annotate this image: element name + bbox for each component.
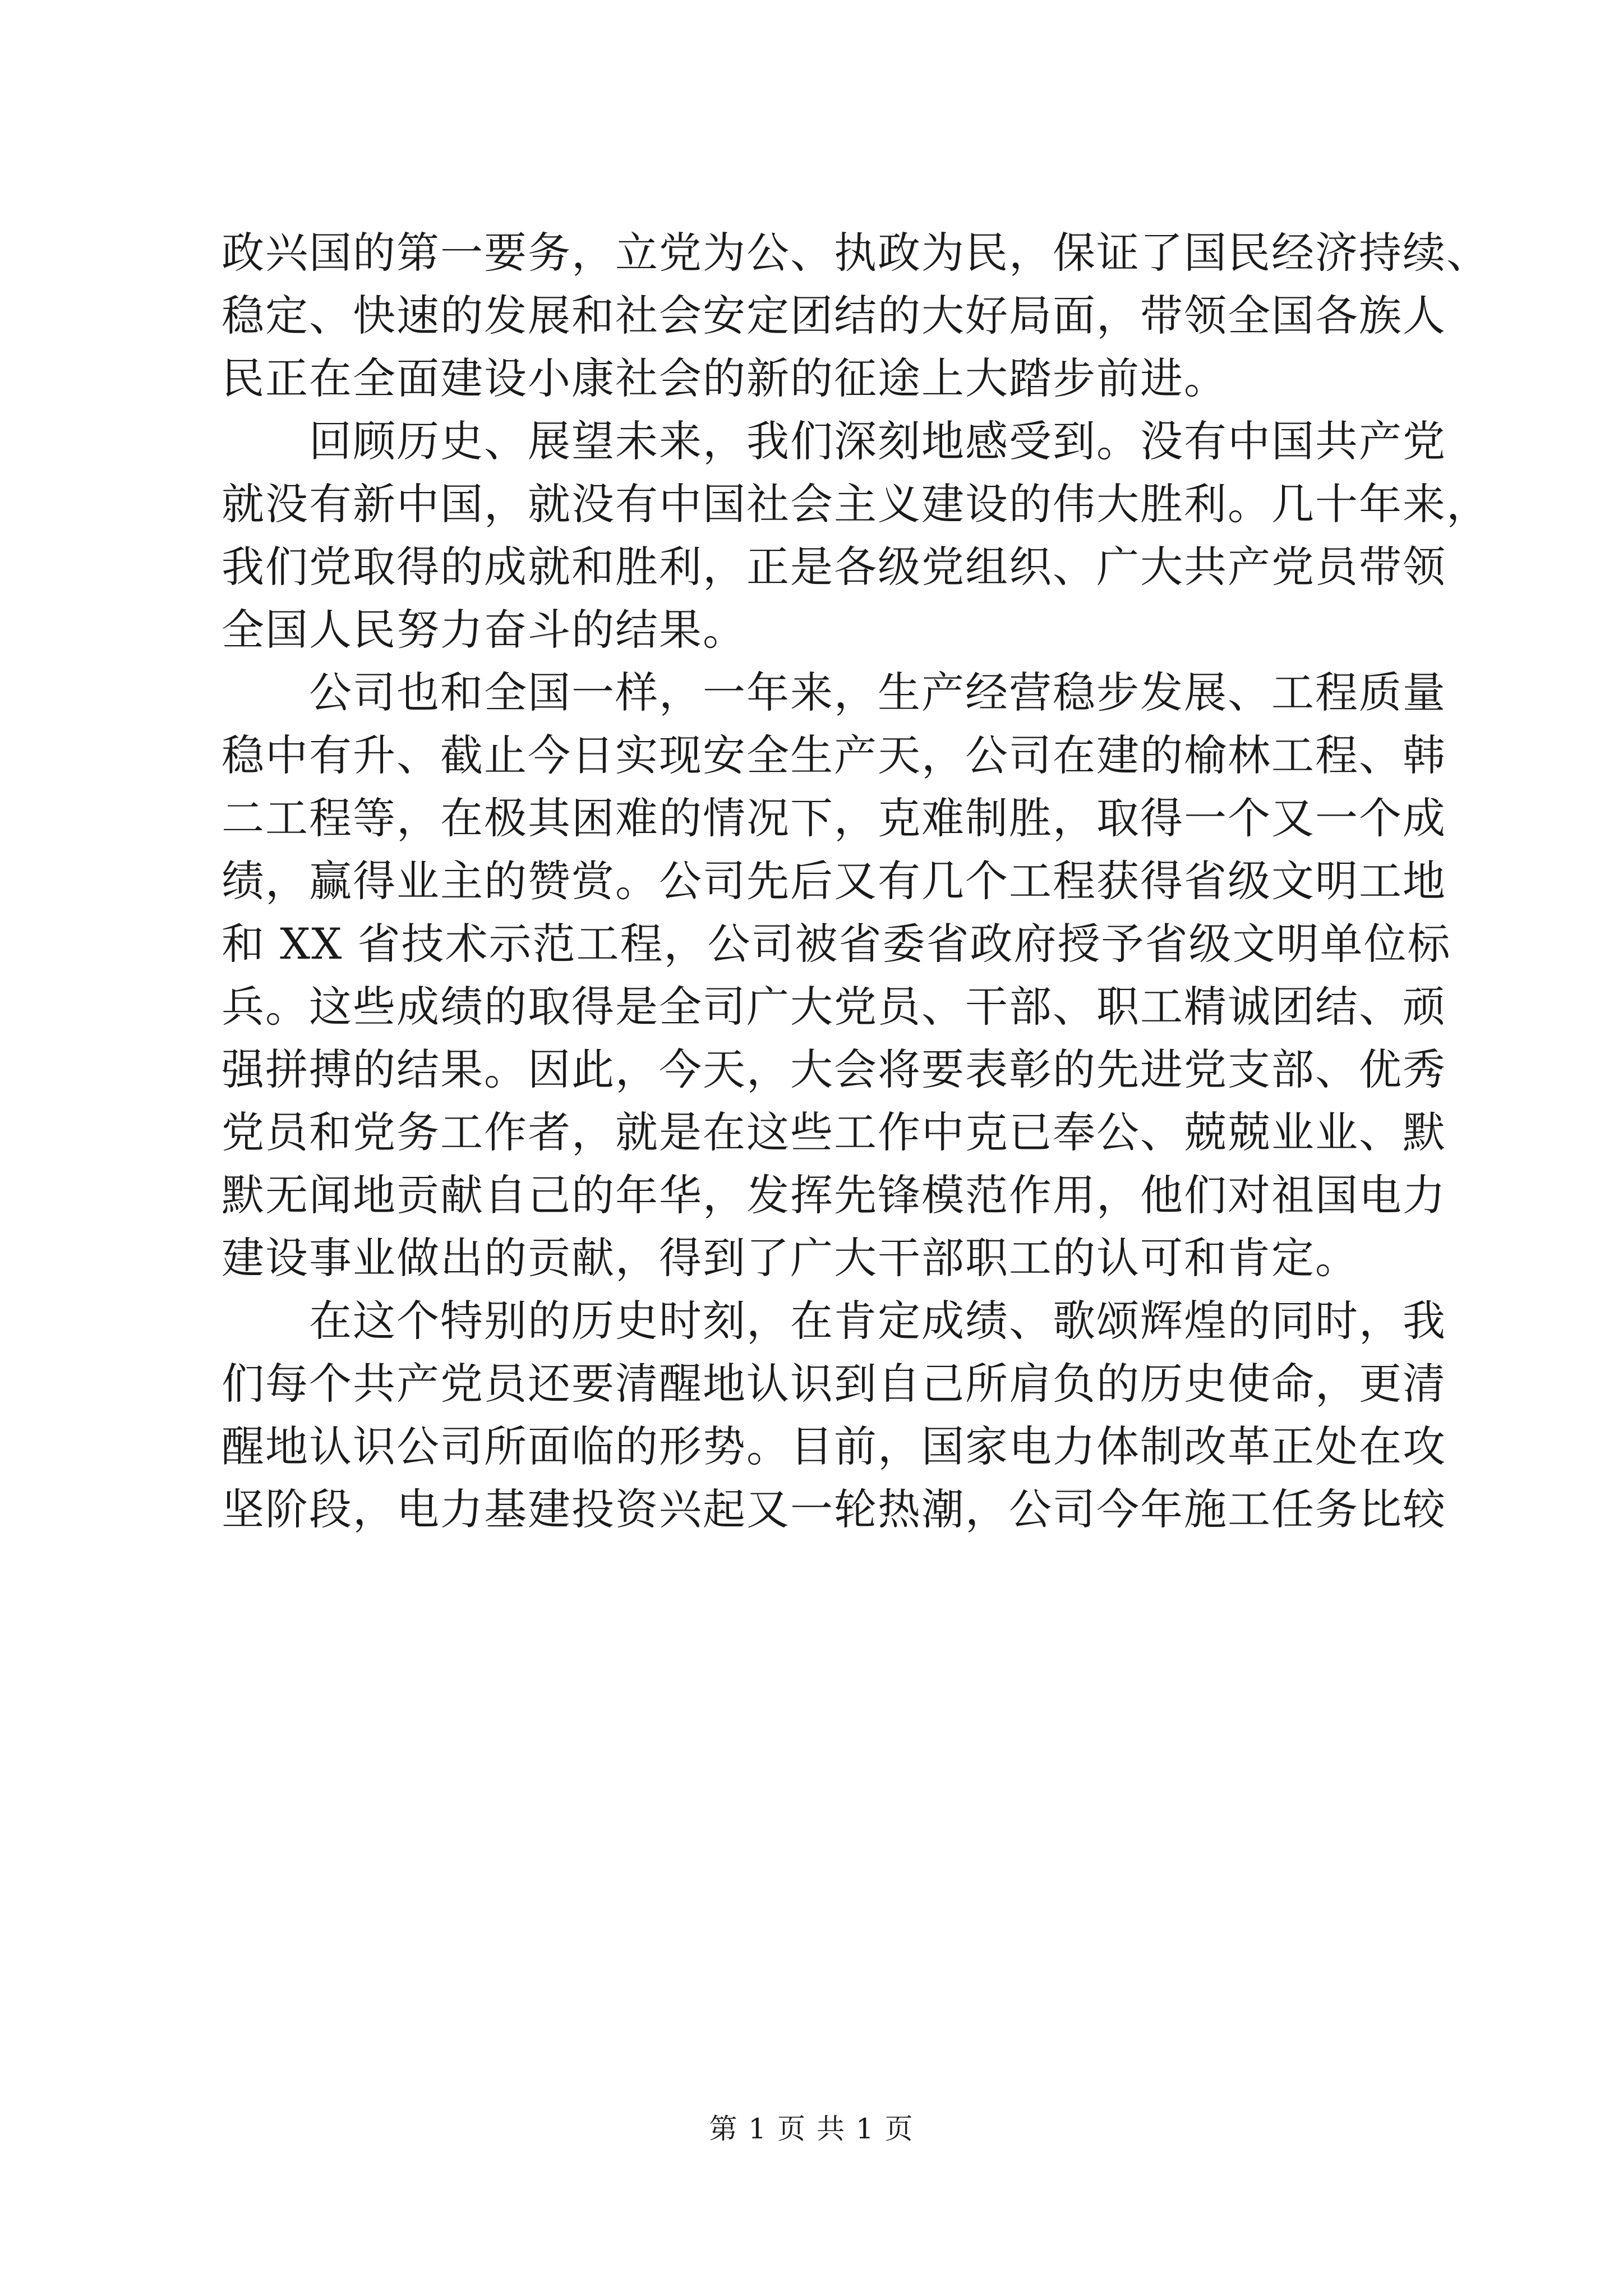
text-line: 建设事业做出的贡献，得到了广大干部职工的认可和肯定。	[222, 1233, 1359, 1283]
text-line: 坚阶段，电力基建投资兴起又一轮热潮，公司今年施工任务比较	[222, 1484, 1446, 1534]
text-line: 公司也和全国一样，一年来，生产经营稳步发展、工程质量	[222, 668, 1446, 717]
text-line: 强拼搏的结果。因此，今天，大会将要表彰的先进党支部、优秀	[222, 1045, 1446, 1094]
page-number: 第 1 页 共 1 页	[709, 2113, 914, 2145]
text-line: 和 XX 省技术示范工程，公司被省委省政府授予省级文明单位标	[222, 919, 1451, 969]
text-line: 政兴国的第一要务，立党为公、执政为民，保证了国民经济持续、	[222, 228, 1490, 278]
text-line: 稳中有升、截止今日实现安全生产天，公司在建的榆林工程、韩	[222, 730, 1446, 780]
text-line: 兵。这些成绩的取得是全司广大党员、干部、职工精诚团结、顽	[222, 982, 1446, 1032]
text-line: 绩，赢得业主的赞赏。公司先后又有几个工程获得省级文明工地	[222, 856, 1446, 906]
text-line: 在这个特别的历史时刻，在肯定成绩、歌颂辉煌的同时，我	[222, 1296, 1446, 1346]
text-line: 醒地认识公司所面临的形势。目前，国家电力体制改革正处在攻	[222, 1421, 1446, 1471]
text-line: 回顾历史、展望未来，我们深刻地感受到。没有中国共产党	[222, 416, 1446, 466]
document-body	[222, 222, 1490, 1541]
text-line: 全国人民努力奋斗的结果。	[222, 605, 746, 655]
text-line: 党员和党务工作者，就是在这些工作中克已奉公、兢兢业业、默	[222, 1107, 1446, 1157]
text-line: 我们党取得的成就和胜利，正是各级党组织、广大共产党员带领	[222, 542, 1446, 592]
text-line: 就没有新中国，就没有中国社会主义建设的伟大胜利。几十年来，	[222, 479, 1490, 529]
text-line: 民正在全面建设小康社会的新的征途上大踏步前进。	[222, 353, 1228, 403]
text-line: 们每个共产党员还要清醒地认识到自己所肩负的历史使命，更清	[222, 1359, 1446, 1409]
text-line: 默无闻地贡献自己的年华，发挥先锋模范作用，他们对祖国电力	[222, 1170, 1446, 1220]
text-line: 稳定、快速的发展和社会安定团结的大好局面，带领全国各族人	[222, 291, 1446, 341]
text-line: 二工程等，在极其困难的情况下，克难制胜，取得一个又一个成	[222, 793, 1446, 843]
page-footer	[0, 2106, 1623, 2147]
